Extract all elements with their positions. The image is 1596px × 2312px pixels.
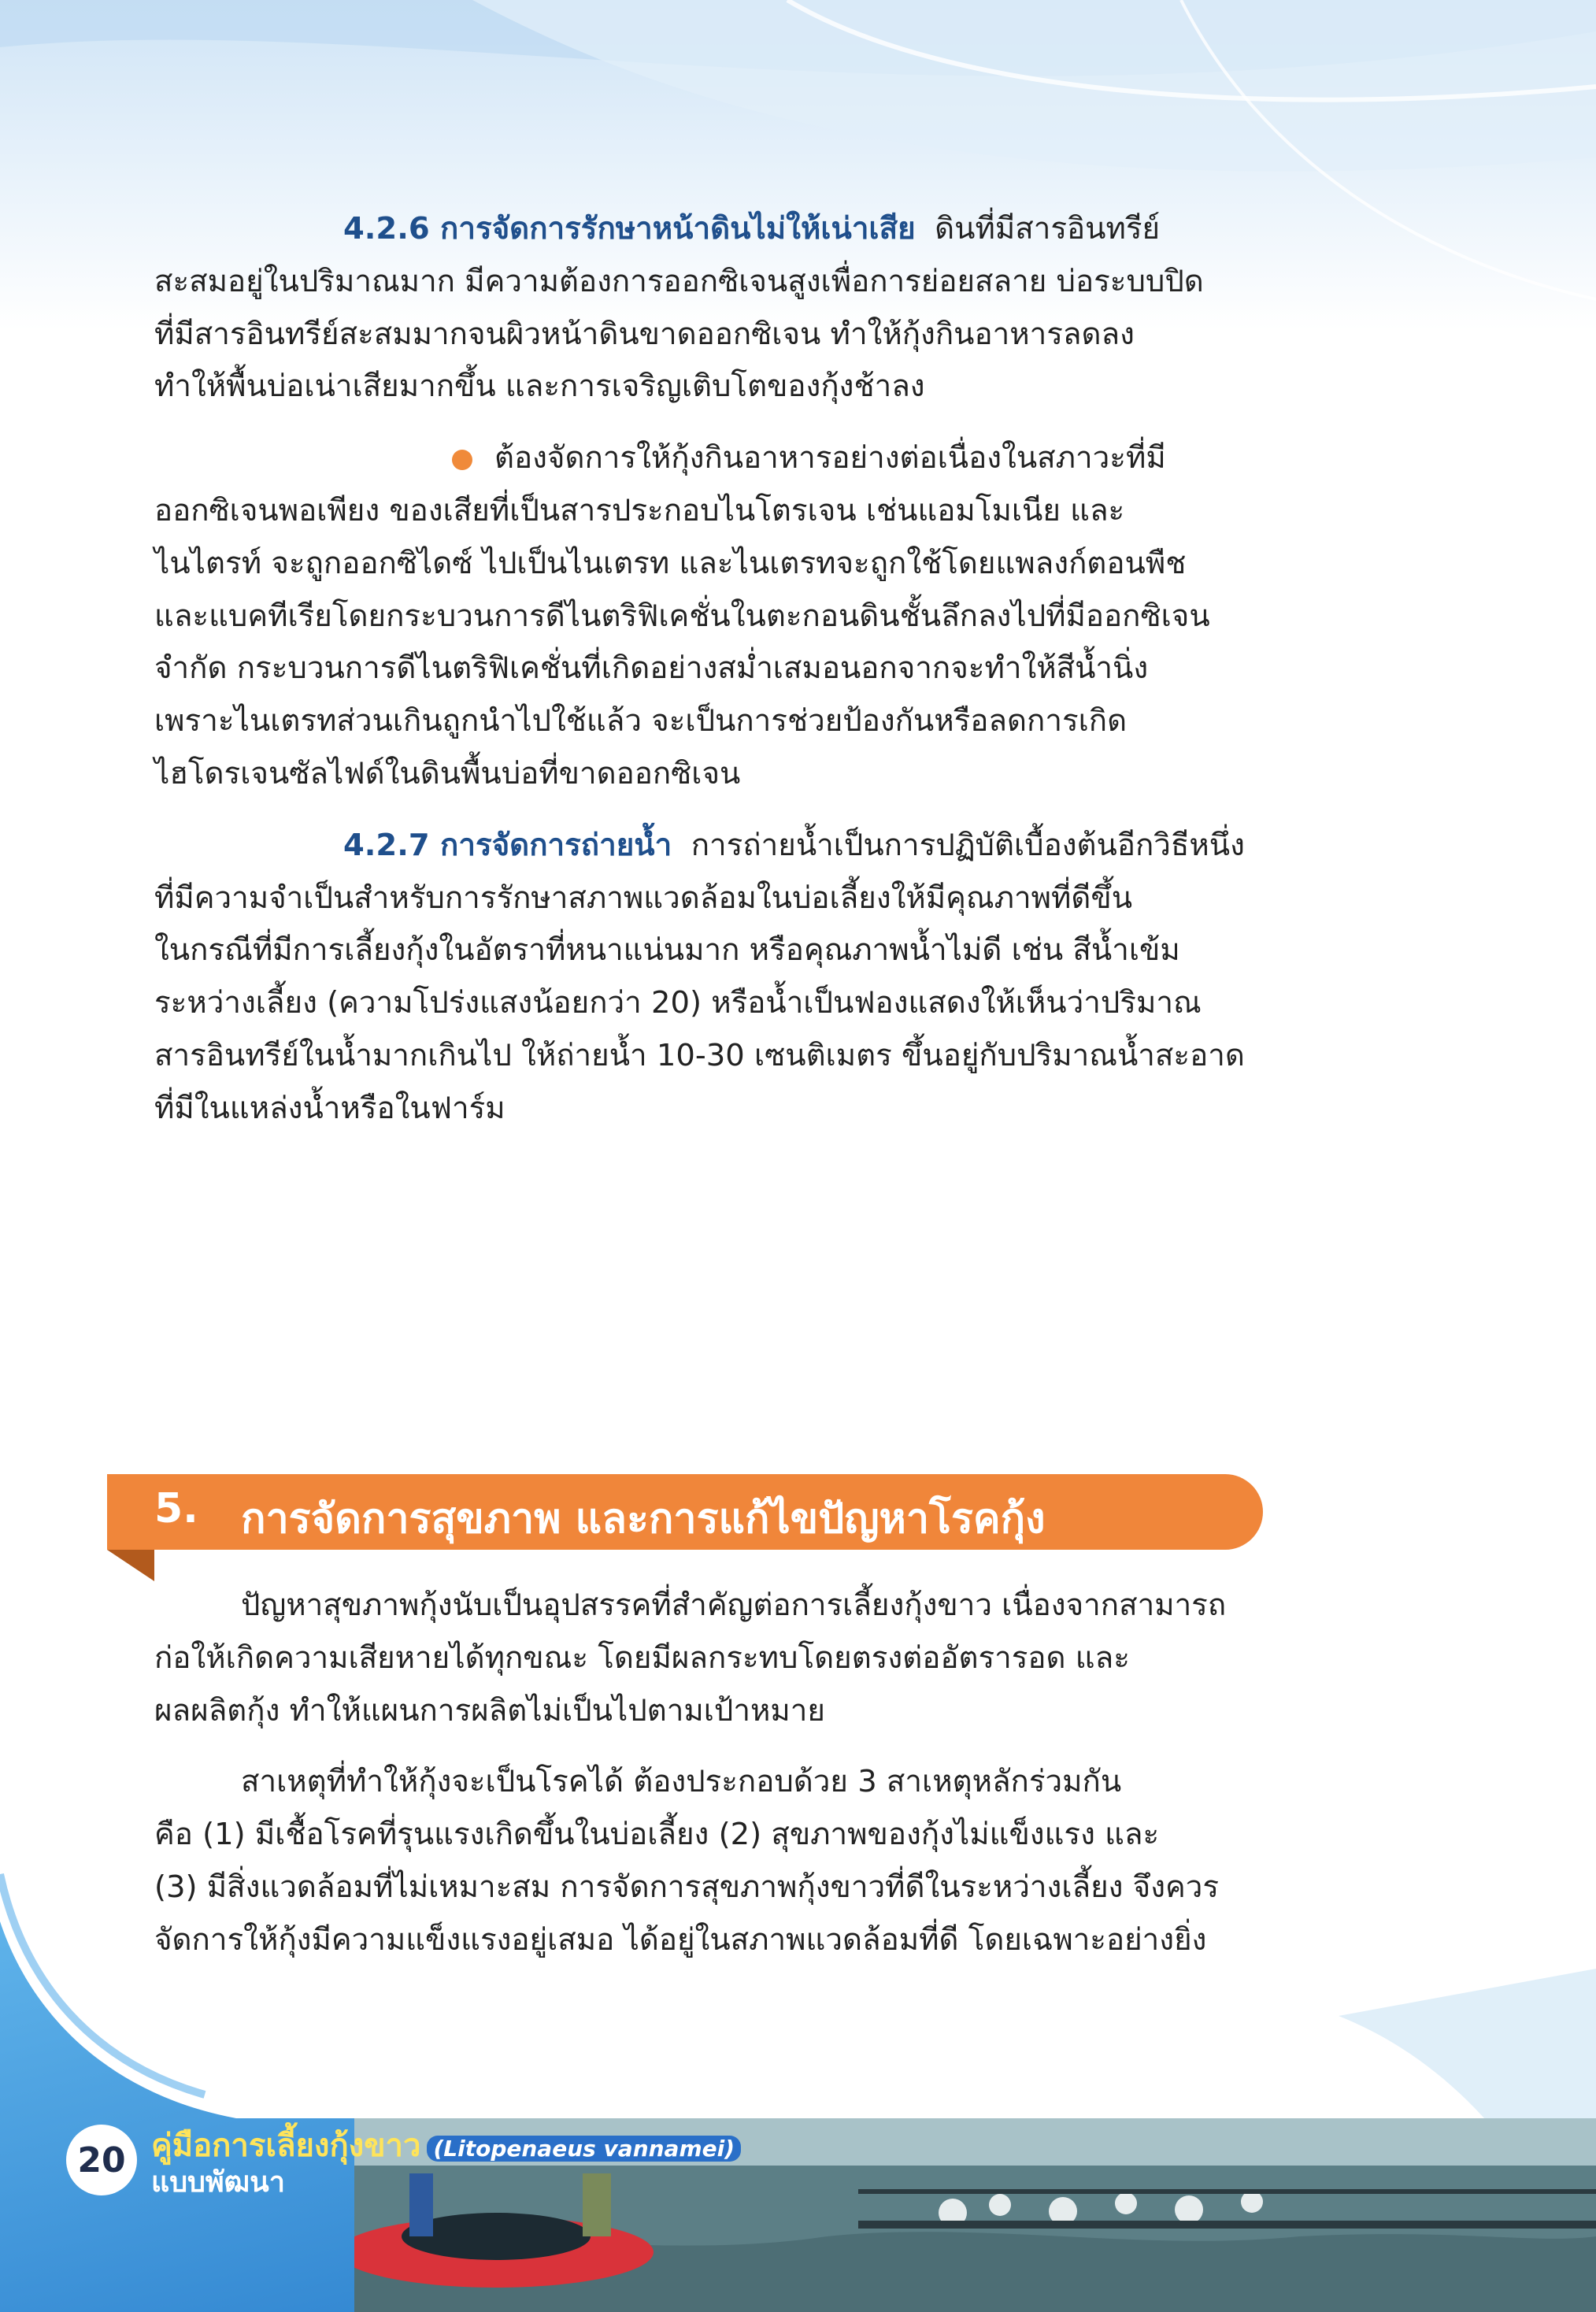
section-5-paragraph-1 <box>154 1580 1430 1737</box>
section-4-2-7-heading: 4.2.7 การจัดการถ่ายน้ำ <box>343 827 672 863</box>
footer-title-text: คู่มือการเลี้ยงกุ้งขาว <box>151 2128 421 2164</box>
text-line: และแบคทีเรียโดยกระบวนการดีไนตริฟิเคชั่นในตะกอนดินชั้นลึกลงไปที่มีออกซิเจน <box>154 598 1210 634</box>
text-line: คือ (1) มีเชื้อโรคที่รุนแรงเกิดขึ้นในบ่อเลี้ยง (2) สุขภาพของกุ้งไม่แข็งแรง และ <box>154 1817 1160 1853</box>
text-line: จัดการให้กุ้งมีความแข็งแรงอยู่เสมอ ได้อยู่ในสภาพแวดล้อมที่ดี โดยเฉพาะอย่างยิ่ง <box>154 1921 1207 1958</box>
text-line: ไฮโดรเจนซัลไฟด์ในดินพื้นบ่อที่ขาดออกซิเจน <box>154 755 741 791</box>
text-line: ก่อให้เกิดความเสียหายได้ทุกขณะ โดยมีผลกระทบโดยตรงต่ออัตรารอด และ <box>154 1640 1130 1676</box>
text-line: ต้องจัดการให้กุ้งกินอาหารอย่างต่อเนื่องในสภาวะที่มี <box>494 440 1166 476</box>
section-5-title: การจัดการสุขภาพ และการแก้ไขปัญหาโรคกุ้ง <box>241 1495 1046 1543</box>
footer-scientific-name: (Litopenaeus vannamei) <box>427 2136 741 2162</box>
section-5-paragraph-2 <box>154 1756 1430 1966</box>
text-line: (3) มีสิ่งแวดล้อมที่ไม่เหมาะสม การจัดการสุขภาพกุ้งขาวที่ดีในระหว่างเลี้ยง จึงควร <box>154 1869 1220 1905</box>
text-line: ผลผลิตกุ้ง ทำให้แผนการผลิตไม่เป็นไปตามเป้าหมาย <box>154 1692 825 1728</box>
section-4-2-6-paragraph <box>154 203 1430 413</box>
section-5-content <box>154 1580 1430 1967</box>
section-4-2-7-paragraph <box>154 820 1430 1136</box>
section-4-2-7-first-line <box>154 820 1430 873</box>
bullet-paragraph <box>154 432 1430 801</box>
text-line: สารอินทรีย์ในน้ำมากเกินไป ให้ถ่ายน้ำ 10-30 เซนติเมตร ขึ้นอยู่กับปริมาณน้ำสะอาด <box>154 1037 1245 1073</box>
text-line: ไนไตรท์ จะถูกออกซิไดซ์ ไปเป็นไนเตรท และไนเตรทจะถูกใช้โดยแพลงก์ตอนพืช <box>154 545 1187 581</box>
text-line: สะสมอยู่ในปริมาณมาก มีความต้องการออกซิเจนสูงเพื่อการย่อยสลาย บ่อระบบปิด <box>154 263 1204 299</box>
section-bar-fold <box>107 1550 154 1581</box>
page-number: 20 <box>66 2125 137 2195</box>
text-line: ในกรณีที่มีการเลี้ยงกุ้งในอัตราที่หนาแน่นมาก หรือคุณภาพน้ำไม่ดี เช่น สีน้ำเข้ม <box>154 932 1180 969</box>
text-line: ดินที่มีสารอินทรีย์ <box>935 211 1161 246</box>
section-5-number: 5. <box>154 1485 198 1532</box>
text-line: ปัญหาสุขภาพกุ้งนับเป็นอุปสรรคที่สำคัญต่อการเลี้ยงกุ้งขาว เนื่องจากสามารถ <box>241 1588 1227 1623</box>
text-line: ออกซิเจนพอเพียง ของเสียที่เป็นสารประกอบไนโตรเจน เช่นแอมโมเนีย และ <box>154 492 1125 528</box>
footer-subtitle: แบบพัฒนา <box>151 2166 285 2199</box>
text-line: ระหว่างเลี้ยง (ความโปร่งแสงน้อยกว่า 20) หรือน้ำเป็นฟองแสดงให้เห็นว่าปริมาณ <box>154 985 1202 1021</box>
text-line: ที่มีในแหล่งน้ำหรือในฟาร์ม <box>154 1090 505 1126</box>
text-line: สาเหตุที่ทำให้กุ้งจะเป็นโรคได้ ต้องประกอบด้วย 3 สาเหตุหลักร่วมกัน <box>241 1764 1122 1800</box>
text-line: เพราะไนเตรทส่วนเกินถูกนำไปใช้แล้ว จะเป็นการช่วยป้องกันหรือลดการเกิด <box>154 703 1128 739</box>
text-line: ที่มีสารอินทรีย์สะสมมากจนผิวหน้าดินขาดออกซิเจน ทำให้กุ้งกินอาหารลดลง <box>154 316 1135 352</box>
text-line: การถ่ายน้ำเป็นการปฏิบัติเบื้องต้นอีกวิธีหนึ่ง <box>691 827 1245 863</box>
text-line: ทำให้พื้นบ่อเน่าเสียมากขึ้น และการเจริญเติบโตของกุ้งช้าลง <box>154 369 925 405</box>
text-line: ที่มีความจำเป็นสำหรับการรักษาสภาพแวดล้อมในบ่อเลี้ยงให้มีคุณภาพที่ดีขึ้น <box>154 880 1133 916</box>
section-4-2-6-first-line <box>154 203 1430 256</box>
section-4-2-6-heading: 4.2.6 การจัดการรักษาหน้าดินไม่ให้เน่าเสีย <box>343 211 916 246</box>
text-line: จำกัด กระบวนการดีไนตริฟิเคชั่นที่เกิดอย่างสม่ำเสมอนอกจากจะทำให้สีน้ำนิ่ง <box>154 650 1149 687</box>
bullet-first-line <box>154 432 1430 485</box>
section-5-heading-bar <box>107 1474 1263 1550</box>
bullet-dot-icon <box>452 450 472 470</box>
page-content <box>154 203 1430 1136</box>
